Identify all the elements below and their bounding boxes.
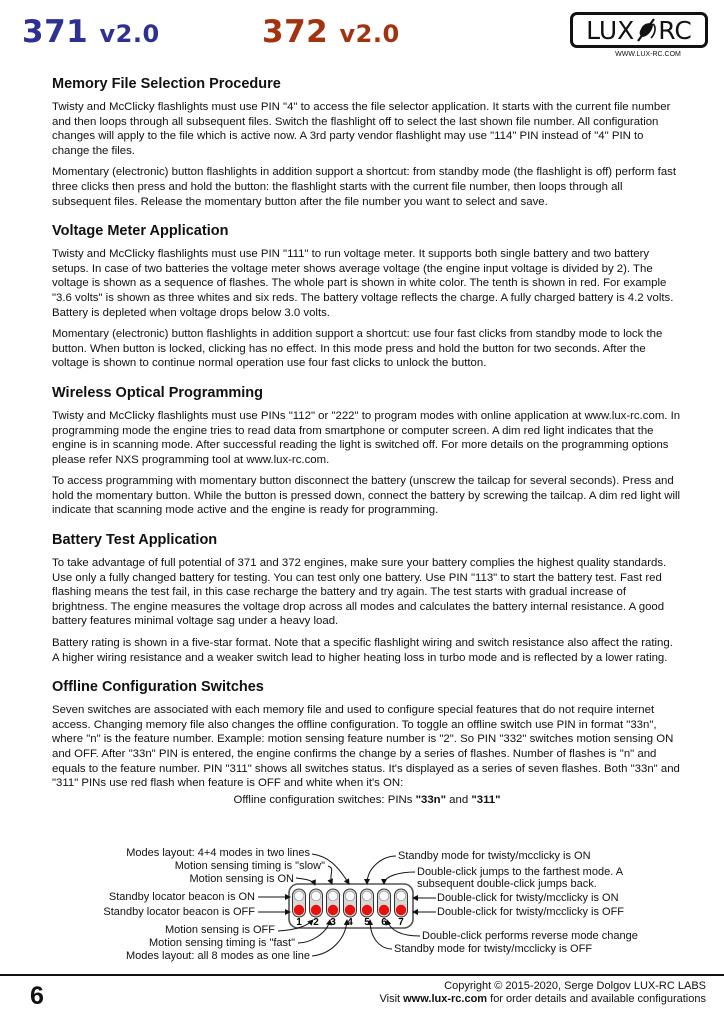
switch-7 (395, 889, 408, 917)
paragraph: To take advantage of full potential of 371 and 372 engines, make sure your battery complies the highest quality standards. Use only a fully changed battery for testing. You can test only one battery. Use PIN "113" to start the battery test. Fast red flashing means the test fail, in this case recharge the battery and try again. The test starts with gradual increase of brightness. The engine measures the voltage drop across all modes and calculates the battery internal resistance. A good battery features minimal voltage sag under a heavy load. (52, 557, 667, 628)
switch-5 (361, 889, 374, 917)
led-on-white (345, 891, 355, 901)
logo-box (570, 12, 708, 48)
label-locator-off: Standby locator beacon is OFF (103, 906, 255, 918)
diagram-caption (52, 794, 682, 806)
section-title: Offline Configuration Switches (52, 679, 264, 696)
led-off-red (311, 905, 321, 915)
title-371 (22, 14, 160, 50)
title-372 (262, 14, 400, 50)
switch-3 (327, 889, 340, 917)
paragraph: Seven switches are associated with each memory file and used to configure special features that do not require internet access. Changing memory file also changes the offline configuration. To toggle an offline switch use PIN in format "33n", where "n" is the feature number. Example: motion sensing feature number is "2". So PIN "332" switches motion sensing ON and OFF. After "33n" PIN is entered, the engine confirms the change by a series of flashes. Number of flashes is "n" and equals to the feature number. PIN "311" shows all switches status. It's displayed as a series of seven flashes. Both "33n" and "311" PINs use red flash when feature is OFF and white when it's ON: (52, 704, 680, 790)
title-371-version: v2.0 (99, 20, 160, 48)
lux-rc-logo (570, 12, 708, 58)
label-motion-fast: Motion sensing timing is "fast" (149, 937, 295, 949)
label-dblclick-reverse: Double-click performs reverse mode change (422, 930, 638, 942)
paragraph: Twisty and McClicky flashlights must use PIN "111" to run voltage meter. It supports both single battery and two battery setups. In case of two batteries the voltage meter shows average voltage (the engine input voltage is divided by 2). The voltage is shown as a sequence of flashes. The whole part is shown in white color. The tenth is shown in red. For example "3.6 volts" is shown as three whites and six reds. The battery voltage reflects the charge. A fully charged battery is 4.2 volts. Battery is depleted when voltage drops below 3.0 volts. (52, 248, 674, 319)
footer-rule (0, 974, 724, 976)
led-on-white (328, 891, 338, 901)
led-on-white (396, 891, 406, 901)
led-off-red (396, 905, 406, 915)
caption-pin-33n: "33n" (415, 793, 447, 806)
visit-link[interactable]: www.lux-rc.com (403, 993, 488, 1005)
caption-pin-311: "311" (471, 793, 501, 806)
led-on-white (379, 891, 389, 901)
switch-number: 6 (381, 917, 387, 928)
led-on-white (362, 891, 372, 901)
paragraph: Momentary (electronic) button flashlights in addition support a shortcut: use four fast clicks from standby mode to lock the button. When button is locked, clicking has no effect. In this mode press and hold the button for two seconds. After the voltage is shown to continue normal operation use four fast clicks to unlock the button. (52, 328, 663, 370)
switch-number: 4 (347, 917, 353, 928)
title-372-version: v2.0 (339, 20, 400, 48)
label-motion-off: Motion sensing is OFF (164, 924, 275, 936)
label-modes-one-line: Modes layout: all 8 modes as one line (125, 950, 310, 962)
footer-copyright (379, 980, 706, 1006)
section-title: Wireless Optical Programming (52, 384, 263, 401)
switch-number: 1 (296, 917, 302, 928)
led-on-white (311, 891, 321, 901)
label-dblclick-farthest-2: subsequent double-click jumps back. (417, 878, 597, 890)
section-memory-file (52, 76, 682, 209)
caption-and: and (446, 793, 472, 806)
switch-number: 7 (398, 917, 404, 928)
section-offline-switches (52, 679, 682, 806)
switch-2 (310, 889, 323, 917)
page-number: 6 (30, 982, 44, 1010)
label-dblclick-farthest-1: Double-click jumps to the farthest mode. A (417, 866, 624, 878)
logo-text-right: RC (658, 15, 692, 45)
switch-number: 5 (364, 917, 370, 928)
label-modes-4plus4: Modes layout: 4+4 modes in two lines (126, 847, 310, 859)
paragraph: Battery rating is shown in a five-star format. Note that a specific flashlight wiring and switch resistance also affect the rating. A higher wiring resistance and a weaker switch lead to higher heating loss in turbo mode and is reflected by a lower rating. (52, 637, 673, 664)
main-content (52, 76, 682, 806)
arrow-standby-on (367, 856, 396, 884)
arrow-motion-slow (328, 866, 332, 884)
title-371-number: 371 (22, 14, 89, 50)
section-wireless-programming (52, 385, 682, 518)
switch-number: 3 (330, 917, 336, 928)
label-standby-on: Standby mode for twisty/mcclicky is ON (398, 850, 591, 862)
section-title: Voltage Meter Application (52, 223, 229, 240)
title-372-number: 372 (262, 14, 329, 50)
paragraph: Momentary (electronic) button flashlights in addition support a shortcut: from standby mode (the flashlight is off) perform fast three clicks then press and hold the button: the flashlight starts with the current file number, then loops through all subsequent files. Release the momentary button after the file number you want to select and save. (52, 166, 677, 208)
logo-text-left: LUX (586, 15, 635, 45)
copyright-line: Copyright © 2015-2020, Serge Dolgov LUX-RC LABS (444, 980, 706, 992)
visit-prefix: Visit (379, 993, 404, 1005)
led-on-white (294, 891, 304, 901)
paragraph: Twisty and McClicky flashlights must use PINs "112" or "222" to program modes with online application at www.lux-rc.com. In programming mode the engine tries to read data from smartphone or computer screen. A dim red light indicates that the engine is in scanning mode. After successful reading the light is switched off. For more details on the programming options please refer NXS programming tool at www.lux-rc.com. (52, 409, 681, 466)
label-motion-slow: Motion sensing timing is "slow" (174, 860, 325, 872)
paragraph: To access programming with momentary button disconnect the battery (unscrew the tailcap for several seconds). Press and hold the momentary button. While the button is pressed down, connect the battery by screwing the tailcap. A dim red light will indicate that scanning mode active and the engine is ready for programming. (52, 475, 681, 517)
label-standby-off: Standby mode for twisty/mcclicky is OFF (394, 943, 593, 955)
switch-1 (293, 889, 306, 917)
switch-number: 2 (313, 917, 319, 928)
switch-4 (344, 889, 357, 917)
offline-switches-diagram (100, 842, 660, 972)
section-battery-test (52, 532, 682, 665)
section-title: Memory File Selection Procedure (52, 76, 281, 92)
switch-6 (378, 889, 391, 917)
led-off-red (379, 905, 389, 915)
label-dblclick-off: Double-click for twisty/mcclicky is OFF (437, 906, 625, 918)
section-voltage-meter (52, 223, 682, 371)
paragraph: Twisty and McClicky flashlights must use PIN "4" to access the file selector application. It starts with the current file number and then loops through all subsequent files. Switch the flashlight off to select the last shown file number. All configuration changes will apply to the file which is active now. A 3rd party vendor flashlight may use "114" PIN instead of "4" PIN to change the files. (52, 101, 671, 157)
label-locator-on: Standby locator beacon is ON (108, 891, 255, 903)
arrow-dblclick-farthest (384, 872, 415, 884)
led-off-red (362, 905, 372, 915)
logo-leaf-icon (634, 17, 658, 43)
label-motion-on: Motion sensing is ON (189, 873, 294, 885)
logo-url: WWW.LUX-RC.COM (615, 51, 681, 58)
visit-suffix: for order details and available configurations (487, 993, 706, 1005)
label-dblclick-on: Double-click for twisty/mcclicky is ON (437, 892, 619, 904)
led-off-red (345, 905, 355, 915)
caption-prefix: Offline configuration switches: PINs (233, 793, 416, 806)
section-title: Battery Test Application (52, 532, 218, 549)
led-off-red (328, 905, 338, 915)
visit-line (379, 993, 706, 1006)
led-off-red (294, 905, 304, 915)
